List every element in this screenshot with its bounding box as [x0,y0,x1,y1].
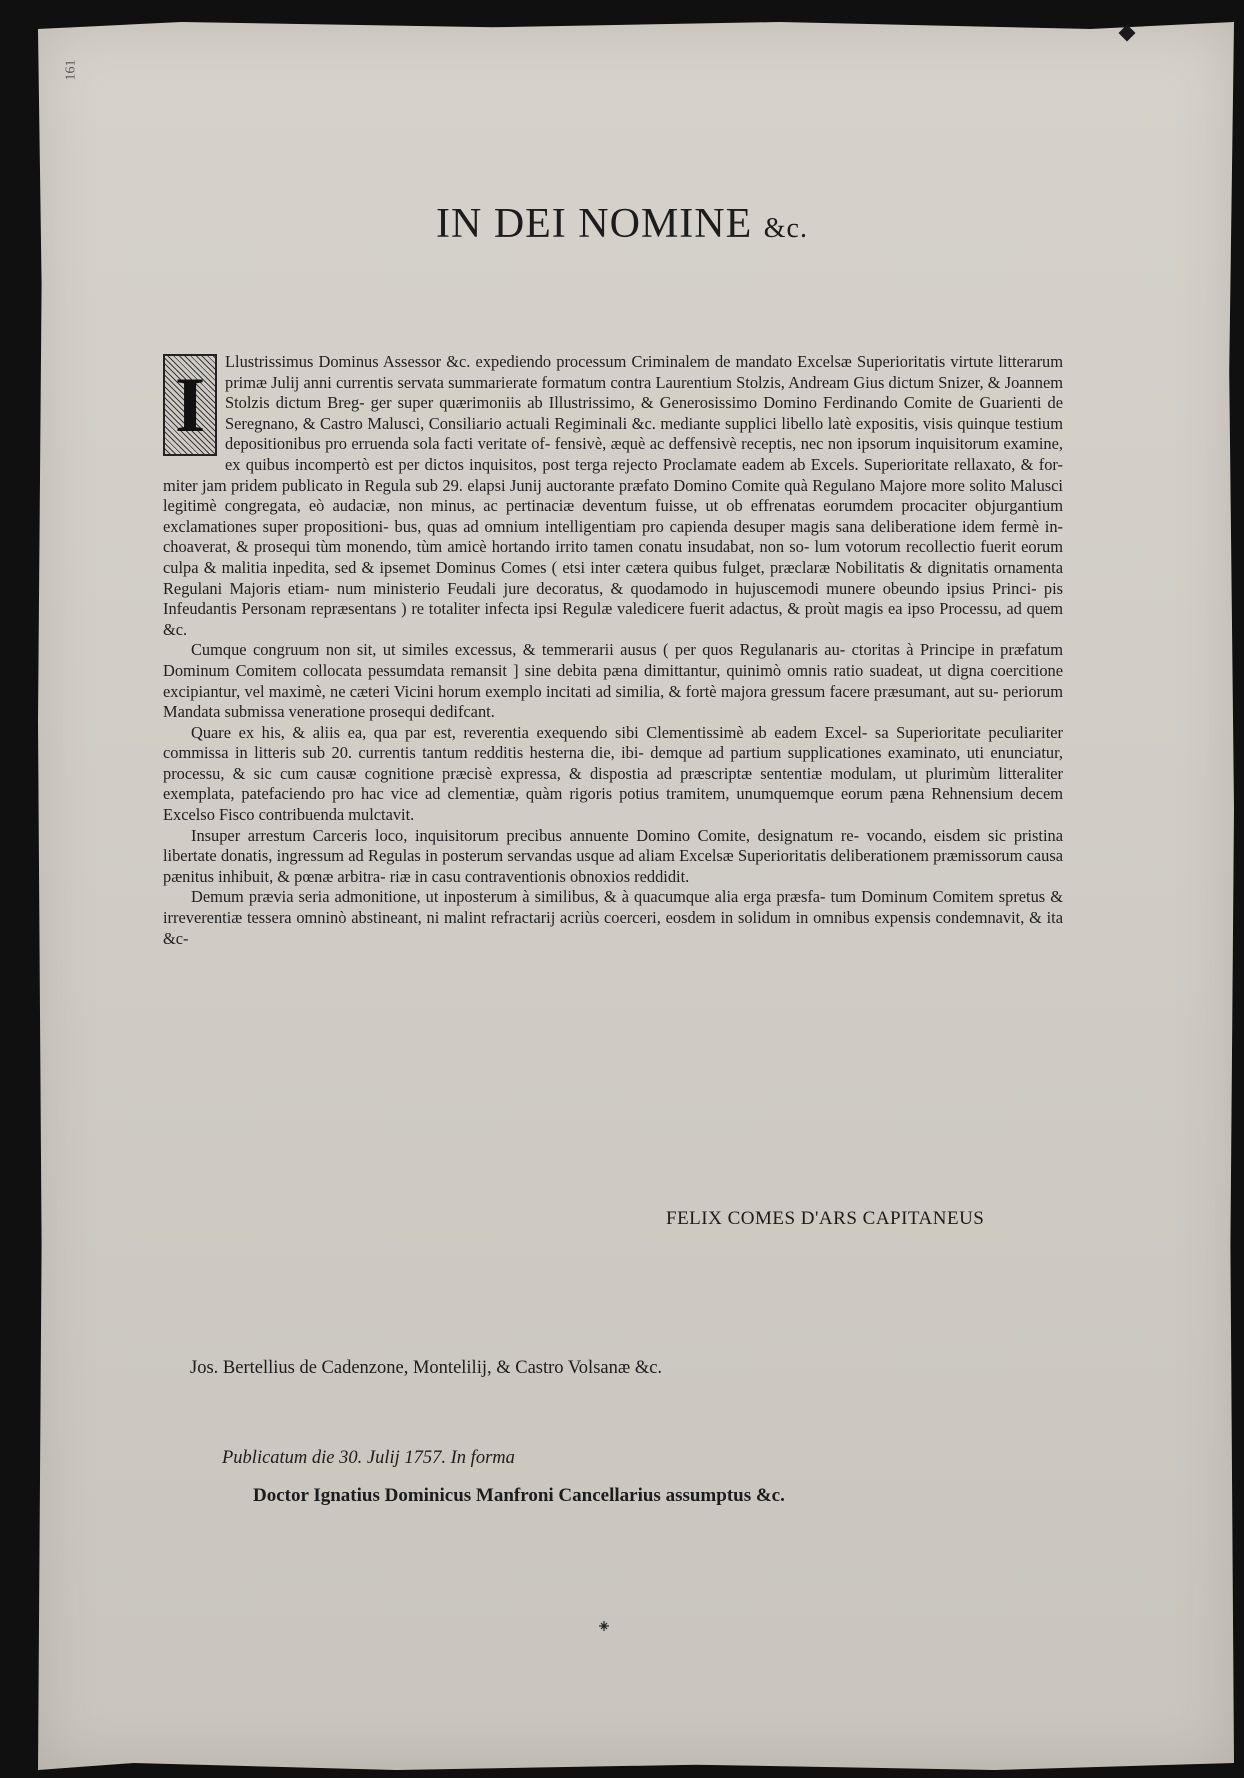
paragraph-1 [163,352,1063,640]
signature: FELIX COMES D'ARS CAPITANEUS [666,1208,985,1229]
paragraph-5: Demum prævia seria admonitione, ut inposterum à similibus, & à quacumque alia erga præsfa- tum Dominum Comitem spretus & irreverentiæ tessera omninò abstineant, ni malint refractarij acriùs coerceri, eosdem in solidum in omnibus expensis condemnavit, & ita &c- [163,887,1063,948]
countersignature: Jos. Bertellius de Cadenzone, Montelilij, & Castro Volsanæ &c. [190,1358,663,1378]
flourish-ornament [598,1620,610,1632]
paragraph-1-text: Llustrissimus Dominus Assessor &c. expediendo processum Criminalem de mandato Excelsæ Superioritatis virtute litterarum primæ Julij anni currentis servata summarierate formatum contra Laurentium Stolzis, Andream Gius dictum Snizer, & Joannem Stolzis dictum Breg- ger super quærimoniis ab Illustrissimo, & Generosissimo Domino Ferdinando Comite de Guarienti de Seregnano, & Castro Malusci, Consiliario actuali Regiminali &c. mediante supplici libello latè expositis, visis quinque testium depositionibus pro erruenda sola facti veritate of- fensivè, æquè ac deffensivè receptis, nec non ipsorum inquisitorum examine, ex quibus incompertò est per dictos inquisitos, post terga rejecto Proclamate eadem ab Excels. Superioritate rellaxato, & for- miter jam pridem publicato in Regula sub 29. elapsi Junij auctorante præfato Domino Comite quà Regulano Majore more solito Malusci legitimè congregata, eò audaciæ, non minus, ac pertinaciæ deventum fuisse, ut ob effrenatas eorumdem procaciter objurgantium exclamationes super propositioni- bus, quas ad omnium intelligentiam pro capienda desuper magis sana deliberatione idem fermè in- choaverat, & prosequi tùm monendo, tùm amicè hortando irrito tamen conatu insudabat, non so- lum votorum recollectio fuerit eorum culpa & malitia inpedita, sed & ipsemet Dominus Comes ( etsi inter cætera quibus fulget, præclaræ Nobilitatis & dignitatis ornamenta Regulani Majoris etiam- num ministerio Feudali jure decoratus, & quodamodo in hujuscemodi munere obeundo ipsius Princi- pis Infeudantis Personam repræsentans ) re totaliter infecta ipsi Regulæ valedicere fuerit adactus, & proùt magis ea ipso Processu, ad quem &c. [163,352,1063,639]
decorated-initial: I [163,354,217,456]
margin-note: 161 [63,59,79,81]
title-etc: &c. [763,213,808,244]
document-body [163,352,1063,949]
paragraph-3: Quare ex his, & aliis ea, qua par est, reverentia exequendo sibi Clementissimè ab eadem Excel- sa Superioritate peculiariter commissa in litteris sub 20. currentis tantum redditis hesterna die, ibi- demque ad partium supplicationes examinato, uti enunciatur, processu, & sic cum causæ cognitione præcisè expressa, & dispostia ad præscriptæ sententiæ modulam, ut plurimùm litteraliter exemplata, patefaciendo pro hac vice ad clementiæ, quàm rigoris potius tramitem, unumquemque eorum pæna Rehnensium decem Excelso Fisco contribuenda mulctavit. [163,722,1063,825]
paragraph-2: Cumque congruum non sit, ut similes excessus, & temmerarii ausus ( per quos Regulanaris au- ctoritas à Principe in præfatum Dominum Comitem collocata pessumdata remansit ] sine debita pæna dimittantur, quinimò omnis ratio suadeat, ut digna coercitione excipiantur, vel maximè, ne cæteri Vicini horum exemplo incitati ad similia, & fortè majora gressum facere præsumant, aut su- periorum Mandata submissa veneratione prosequi dedifcant. [163,640,1063,722]
document-title [0,200,1244,248]
publication-note: Publicatum die 30. Julij 1757. In forma [222,1448,515,1468]
title-text: IN DEI NOMINE [436,201,753,247]
paragraph-4: Insuper arrestum Carceris loco, inquisitorum precibus annuente Domino Comite, designatum re- vocando, eisdem sic pristina libertate donatis, ingressum ad Regulas in posterum servandas usque ad aliam Excelsæ Superioritatis deliberationem præmissorum causa pænitus inhibuit, & pœnæ arbitra- riæ in casu contraventionis obnoxios reddidit. [163,825,1063,886]
chancellor-line: Doctor Ignatius Dominicus Manfroni Cancellarius assumptus &c. [253,1485,785,1506]
